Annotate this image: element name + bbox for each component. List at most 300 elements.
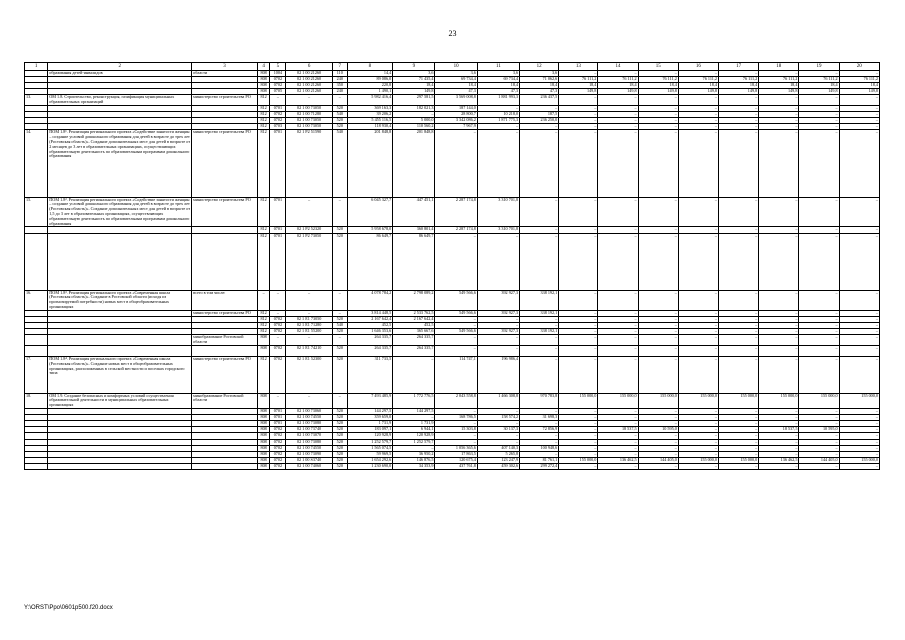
budget-code: 520: [332, 427, 347, 433]
amount-cell: –: [435, 233, 477, 290]
amount-cell: 187,5: [520, 112, 559, 118]
budget-code: 02 1 00 73060: [286, 409, 333, 415]
amount-cell: 18,4: [559, 83, 598, 89]
amount-cell: –: [520, 197, 559, 227]
amount-cell: –: [598, 356, 638, 393]
budget-code: 812: [257, 130, 270, 197]
budget-code: 808: [257, 409, 270, 415]
budget-code: 520: [332, 316, 347, 322]
amount-cell: –: [559, 227, 598, 233]
amount-cell: –: [839, 356, 879, 393]
amount-cell: 3,6: [477, 71, 519, 77]
budget-code: 808: [257, 415, 270, 421]
amount-cell: 144 405,0: [799, 457, 839, 463]
amount-cell: –: [839, 415, 879, 421]
amount-cell: –: [559, 329, 598, 335]
amount-cell: –: [638, 451, 678, 457]
amount-cell: –: [799, 316, 839, 322]
amount-cell: 1 252 579,7: [347, 439, 393, 445]
amount-cell: –: [638, 439, 678, 445]
budget-code: 812: [257, 124, 270, 130]
amount-cell: 1 252 579,7: [393, 439, 435, 445]
amount-cell: 76 111,2: [719, 77, 759, 83]
amount-cell: –: [435, 130, 477, 197]
amount-cell: –: [598, 124, 638, 130]
amount-cell: –: [598, 433, 638, 439]
amount-cell: –: [799, 439, 839, 445]
amount-cell: 1 731,9: [347, 421, 393, 427]
amount-cell: –: [839, 118, 879, 124]
amount-cell: –: [678, 451, 718, 457]
budget-code: –: [286, 95, 333, 106]
budget-code: 808: [257, 463, 270, 469]
amount-cell: 76 111,2: [839, 77, 879, 83]
budget-code: 0701: [270, 197, 286, 227]
amount-cell: 18,4: [393, 83, 435, 89]
amount-cell: –: [678, 95, 718, 106]
amount-cell: –: [678, 197, 718, 227]
amount-cell: 549 566,6: [435, 290, 477, 310]
budget-code: 0702: [270, 329, 286, 335]
amount-cell: –: [678, 118, 718, 124]
amount-cell: –: [678, 227, 718, 233]
budget-code: 520: [332, 233, 347, 290]
budget-code: 520: [332, 105, 347, 111]
amount-cell: –: [759, 409, 799, 415]
amount-cell: –: [638, 95, 678, 106]
budget-code: 808: [257, 445, 270, 451]
budget-code: 02 1 00 73740: [286, 427, 333, 433]
budget-code: 520: [332, 124, 347, 130]
amount-cell: 2 043 558,8: [435, 393, 477, 408]
amount-cell: –: [559, 233, 598, 290]
amount-cell: 69 734,4: [477, 77, 519, 83]
budget-code: –: [270, 335, 286, 346]
amount-cell: –: [719, 415, 759, 421]
budget-code: 0702: [270, 457, 286, 463]
measure-name: образования детей-инвалидов: [48, 71, 192, 77]
amount-cell: –: [799, 356, 839, 393]
amount-cell: –: [435, 316, 477, 322]
budget-code: –: [257, 290, 270, 310]
amount-cell: –: [839, 310, 879, 316]
measure-name: [48, 345, 192, 356]
amount-cell: –: [759, 227, 799, 233]
amount-cell: 155 000,0: [678, 393, 718, 408]
budget-code: 520: [332, 118, 347, 124]
budget-code: –: [332, 393, 347, 408]
budget-code: 0701: [270, 130, 286, 197]
amount-cell: 155 000,0: [598, 393, 638, 408]
amount-cell: –: [839, 322, 879, 328]
amount-cell: 360 801,4: [393, 227, 435, 233]
table-row: [25, 393, 880, 408]
amount-cell: –: [638, 124, 678, 130]
amount-cell: 1 871 775,3: [477, 118, 519, 124]
budget-code: 520: [332, 421, 347, 427]
amount-cell: –: [477, 233, 519, 290]
budget-code: 02 1 00 74550: [286, 415, 333, 421]
amount-cell: –: [719, 310, 759, 316]
amount-cell: 220,8: [347, 83, 393, 89]
amount-cell: 452,5: [347, 322, 393, 328]
amount-cell: –: [477, 130, 519, 197]
budget-code: 110: [332, 71, 347, 77]
amount-cell: –: [759, 290, 799, 310]
amount-cell: 196 986,4: [477, 356, 519, 393]
budget-code: 0701: [270, 421, 286, 427]
amount-cell: –: [638, 316, 678, 322]
amount-cell: –: [719, 112, 759, 118]
budget-code: 808: [257, 335, 270, 346]
amount-cell: 30 137,3: [477, 427, 519, 433]
budget-code: 808: [257, 77, 270, 83]
amount-cell: –: [678, 322, 718, 328]
budget-code: 808: [257, 451, 270, 457]
table-row: [25, 345, 880, 356]
amount-cell: 3 310 701,8: [477, 227, 519, 233]
amount-cell: –: [839, 427, 879, 433]
amount-cell: 1 731,9: [393, 421, 435, 427]
amount-cell: –: [559, 316, 598, 322]
amount-cell: 18 537,5: [759, 427, 799, 433]
amount-cell: –: [435, 433, 477, 439]
amount-cell: –: [638, 335, 678, 346]
column-number: 19: [799, 63, 839, 71]
amount-cell: –: [799, 233, 839, 290]
budget-code: 02 1 P2 73050: [286, 233, 333, 290]
amount-cell: 182 021,3: [393, 105, 435, 111]
amount-cell: –: [559, 345, 598, 356]
amount-cell: –: [678, 345, 718, 356]
budget-code: 0702: [270, 77, 286, 83]
amount-cell: –: [559, 433, 598, 439]
amount-cell: –: [839, 463, 879, 469]
executor: министерство строительства РО: [192, 197, 258, 227]
amount-cell: –: [598, 415, 638, 421]
amount-cell: –: [638, 130, 678, 197]
row-number: 18.: [25, 393, 48, 408]
amount-cell: –: [520, 233, 559, 290]
budget-code: –: [332, 310, 347, 316]
amount-cell: 7 493 485,9: [347, 393, 393, 408]
amount-cell: 6 944,1: [393, 427, 435, 433]
budget-code: 812: [257, 105, 270, 111]
amount-cell: 149,8: [719, 89, 759, 95]
amount-cell: –: [719, 356, 759, 393]
amount-cell: 71 062,6: [520, 77, 559, 83]
amount-cell: –: [559, 421, 598, 427]
amount-cell: 1 490,1: [347, 89, 393, 95]
amount-cell: 5 000,0: [393, 118, 435, 124]
budget-code: –: [286, 290, 333, 310]
column-number: 11: [477, 63, 519, 71]
amount-cell: –: [638, 197, 678, 227]
amount-cell: –: [719, 71, 759, 77]
column-number: 6: [286, 63, 333, 71]
budget-code: 520: [332, 433, 347, 439]
amount-cell: –: [638, 118, 678, 124]
amount-cell: –: [839, 227, 879, 233]
budget-code: 0702: [270, 451, 286, 457]
amount-cell: –: [678, 356, 718, 393]
budget-code: 02 1 E1 52300: [286, 356, 333, 393]
amount-cell: –: [598, 227, 638, 233]
amount-cell: –: [678, 71, 718, 77]
amount-cell: 18,4: [719, 83, 759, 89]
budget-code: 808: [257, 345, 270, 356]
budget-table: [24, 62, 880, 470]
amount-cell: 369 163,3: [347, 105, 393, 111]
amount-cell: 136 462,5: [598, 457, 638, 463]
amount-cell: 392 927,3: [477, 310, 519, 316]
amount-cell: –: [520, 316, 559, 322]
table-row: [25, 233, 880, 290]
amount-cell: –: [719, 118, 759, 124]
amount-cell: –: [799, 130, 839, 197]
column-number: 10: [435, 63, 477, 71]
amount-cell: 549 566,6: [435, 310, 477, 316]
amount-cell: 18,4: [638, 83, 678, 89]
amount-cell: –: [678, 310, 718, 316]
amount-cell: 76 111,2: [799, 77, 839, 83]
budget-code: 0702: [270, 316, 286, 322]
measure-name: [48, 233, 192, 290]
amount-cell: –: [393, 112, 435, 118]
budget-code: –: [286, 393, 333, 408]
header-row: [25, 63, 880, 71]
amount-cell: –: [638, 310, 678, 316]
amount-cell: –: [559, 322, 598, 328]
amount-cell: 359 659,0: [347, 415, 393, 421]
amount-cell: 18,4: [598, 83, 638, 89]
amount-cell: –: [520, 105, 559, 111]
amount-cell: –: [759, 322, 799, 328]
budget-code: 0702: [270, 83, 286, 89]
budget-code: –: [270, 95, 286, 106]
amount-cell: –: [435, 335, 477, 346]
amount-cell: –: [839, 95, 879, 106]
column-number: 9: [393, 63, 435, 71]
amount-cell: –: [559, 335, 598, 346]
budget-code: 02 1 00 73090: [286, 451, 333, 457]
amount-cell: –: [559, 197, 598, 227]
budget-code: 812: [257, 227, 270, 233]
amount-cell: 86 649,7: [393, 233, 435, 290]
budget-code: 02 1 P2 52320: [286, 227, 333, 233]
amount-cell: –: [719, 95, 759, 106]
amount-cell: –: [638, 71, 678, 77]
amount-cell: –: [799, 118, 839, 124]
budget-code: 812: [257, 329, 270, 335]
amount-cell: 155 000,0: [759, 393, 799, 408]
amount-cell: 155 000,0: [839, 457, 879, 463]
executor: министерство строительства РО: [192, 130, 258, 197]
amount-cell: –: [477, 439, 519, 445]
budget-code: 808: [257, 83, 270, 89]
amount-cell: –: [598, 439, 638, 445]
budget-code: 0702: [270, 427, 286, 433]
amount-cell: –: [598, 130, 638, 197]
amount-cell: –: [759, 118, 799, 124]
amount-cell: –: [598, 316, 638, 322]
budget-code: 02 1 00 74550: [286, 445, 333, 451]
amount-cell: –: [759, 316, 799, 322]
amount-cell: –: [559, 415, 598, 421]
amount-cell: –: [559, 427, 598, 433]
amount-cell: 149,8: [638, 89, 678, 95]
amount-cell: –: [678, 329, 718, 335]
amount-cell: 18,4: [477, 83, 519, 89]
amount-cell: –: [799, 290, 839, 310]
amount-cell: –: [719, 316, 759, 322]
amount-cell: –: [719, 451, 759, 457]
table-row: [25, 130, 880, 197]
amount-cell: –: [638, 409, 678, 415]
amount-cell: 149,8: [559, 89, 598, 95]
amount-cell: 6 045 327,7: [347, 197, 393, 227]
amount-cell: 72 856,9: [520, 427, 559, 433]
amount-cell: –: [520, 130, 559, 197]
budget-code: 02 1 00 74060: [286, 463, 333, 469]
amount-cell: –: [678, 335, 718, 346]
budget-code: 02 1 00 21260: [286, 83, 333, 89]
amount-cell: –: [839, 71, 879, 77]
budget-code: 0702: [270, 112, 286, 118]
measure-name: ПОМ 1.8¹. Реализация регионального проекта «Содействие занятости женщин – создание условий дошкольного образования для детей в возрасте до трех лет (Ростовская область)». Создание дополнительных мест для детей в возрасте от 2 месяцев до 3 лет в образовательных организациях, осуществляющих образовательную деятельность по образовательным программам дошкольного образования: [48, 130, 192, 197]
amount-cell: 34 353,9: [393, 463, 435, 469]
amount-cell: –: [559, 451, 598, 457]
amount-cell: –: [678, 439, 718, 445]
amount-cell: 76 111,2: [598, 77, 638, 83]
amount-cell: 76 111,2: [759, 77, 799, 83]
column-number: 1: [25, 63, 48, 71]
budget-code: 0702: [270, 433, 286, 439]
budget-code: –: [270, 393, 286, 408]
amount-cell: –: [678, 105, 718, 111]
budget-code: 0702: [270, 356, 286, 393]
amount-cell: –: [678, 290, 718, 310]
amount-cell: –: [520, 345, 559, 356]
amount-cell: 392 927,3: [477, 290, 519, 310]
amount-cell: 264 335,7: [347, 345, 393, 356]
column-number: 2: [48, 63, 192, 71]
amount-cell: 5 982 416,4: [347, 95, 393, 106]
amount-cell: –: [759, 329, 799, 335]
budget-code: 540: [332, 322, 347, 328]
amount-cell: 549 566,6: [435, 329, 477, 335]
amount-cell: –: [598, 290, 638, 310]
amount-cell: 1 772 776,5: [393, 393, 435, 408]
amount-cell: –: [719, 345, 759, 356]
amount-cell: –: [598, 409, 638, 415]
amount-cell: 236 250,0: [520, 118, 559, 124]
amount-cell: –: [719, 124, 759, 130]
amount-cell: –: [719, 335, 759, 346]
budget-code: 0701: [270, 233, 286, 290]
amount-cell: –: [759, 451, 799, 457]
column-number: 12: [520, 63, 559, 71]
amount-cell: 18,4: [435, 83, 477, 89]
amount-cell: 18,4: [799, 83, 839, 89]
amount-cell: 144 297,5: [393, 409, 435, 415]
row-number: 14.: [25, 130, 48, 197]
budget-code: 808: [257, 89, 270, 95]
budget-code: –: [332, 335, 347, 346]
row-number: 17.: [25, 356, 48, 393]
column-number: 16: [678, 63, 718, 71]
amount-cell: 311 733,5: [347, 356, 393, 393]
amount-cell: 3 342 086,2: [435, 118, 477, 124]
amount-cell: 39 206,2: [347, 112, 393, 118]
budget-code: 520: [332, 445, 347, 451]
budget-code: 520: [332, 356, 347, 393]
amount-cell: –: [799, 227, 839, 233]
amount-cell: 3,6: [435, 71, 477, 77]
amount-cell: –: [799, 451, 839, 457]
amount-cell: –: [598, 345, 638, 356]
budget-code: 02 1 E1 73050: [286, 316, 333, 322]
amount-cell: –: [839, 439, 879, 445]
amount-cell: –: [759, 445, 799, 451]
amount-cell: 76 111,2: [678, 77, 718, 83]
amount-cell: –: [520, 439, 559, 445]
budget-code: 02 1 00 21260: [286, 77, 333, 83]
amount-cell: 59 969,5: [347, 451, 393, 457]
amount-cell: –: [719, 130, 759, 197]
budget-code: 0702: [270, 463, 286, 469]
budget-code: 02 1 00 73050: [286, 118, 333, 124]
row-number: 15.: [25, 197, 48, 227]
amount-cell: 144 297,5: [347, 409, 393, 415]
column-number: 8: [347, 63, 393, 71]
amount-cell: –: [799, 445, 839, 451]
amount-cell: 1 565 074,5: [347, 445, 393, 451]
amount-cell: –: [520, 124, 559, 130]
amount-cell: 47,3: [435, 89, 477, 95]
amount-cell: 18,4: [520, 83, 559, 89]
amount-cell: –: [638, 421, 678, 427]
amount-cell: –: [559, 130, 598, 197]
amount-cell: –: [598, 118, 638, 124]
amount-cell: –: [520, 335, 559, 346]
amount-cell: 158 574,2: [477, 415, 519, 421]
amount-cell: –: [435, 409, 477, 415]
amount-cell: 437 761,8: [435, 463, 477, 469]
amount-cell: –: [678, 433, 718, 439]
budget-code: 02 1 E1 71280: [286, 322, 333, 328]
budget-code: 808: [257, 439, 270, 445]
amount-cell: 447 451,1: [393, 197, 435, 227]
amount-cell: 155 000,0: [559, 393, 598, 408]
amount-cell: –: [799, 415, 839, 421]
amount-cell: 3 569 008,8: [435, 95, 477, 106]
amount-cell: 18 537,5: [598, 427, 638, 433]
amount-cell: 407 140,3: [477, 445, 519, 451]
amount-cell: –: [839, 433, 879, 439]
amount-cell: –: [759, 439, 799, 445]
budget-code: 808: [257, 457, 270, 463]
budget-code: 0701: [270, 227, 286, 233]
amount-cell: –: [799, 197, 839, 227]
amount-cell: –: [598, 112, 638, 118]
amount-cell: –: [839, 335, 879, 346]
amount-cell: 338 192,1: [520, 290, 559, 310]
amount-cell: –: [799, 124, 839, 130]
budget-code: –: [332, 95, 347, 106]
amount-cell: –: [559, 118, 598, 124]
amount-cell: –: [799, 105, 839, 111]
